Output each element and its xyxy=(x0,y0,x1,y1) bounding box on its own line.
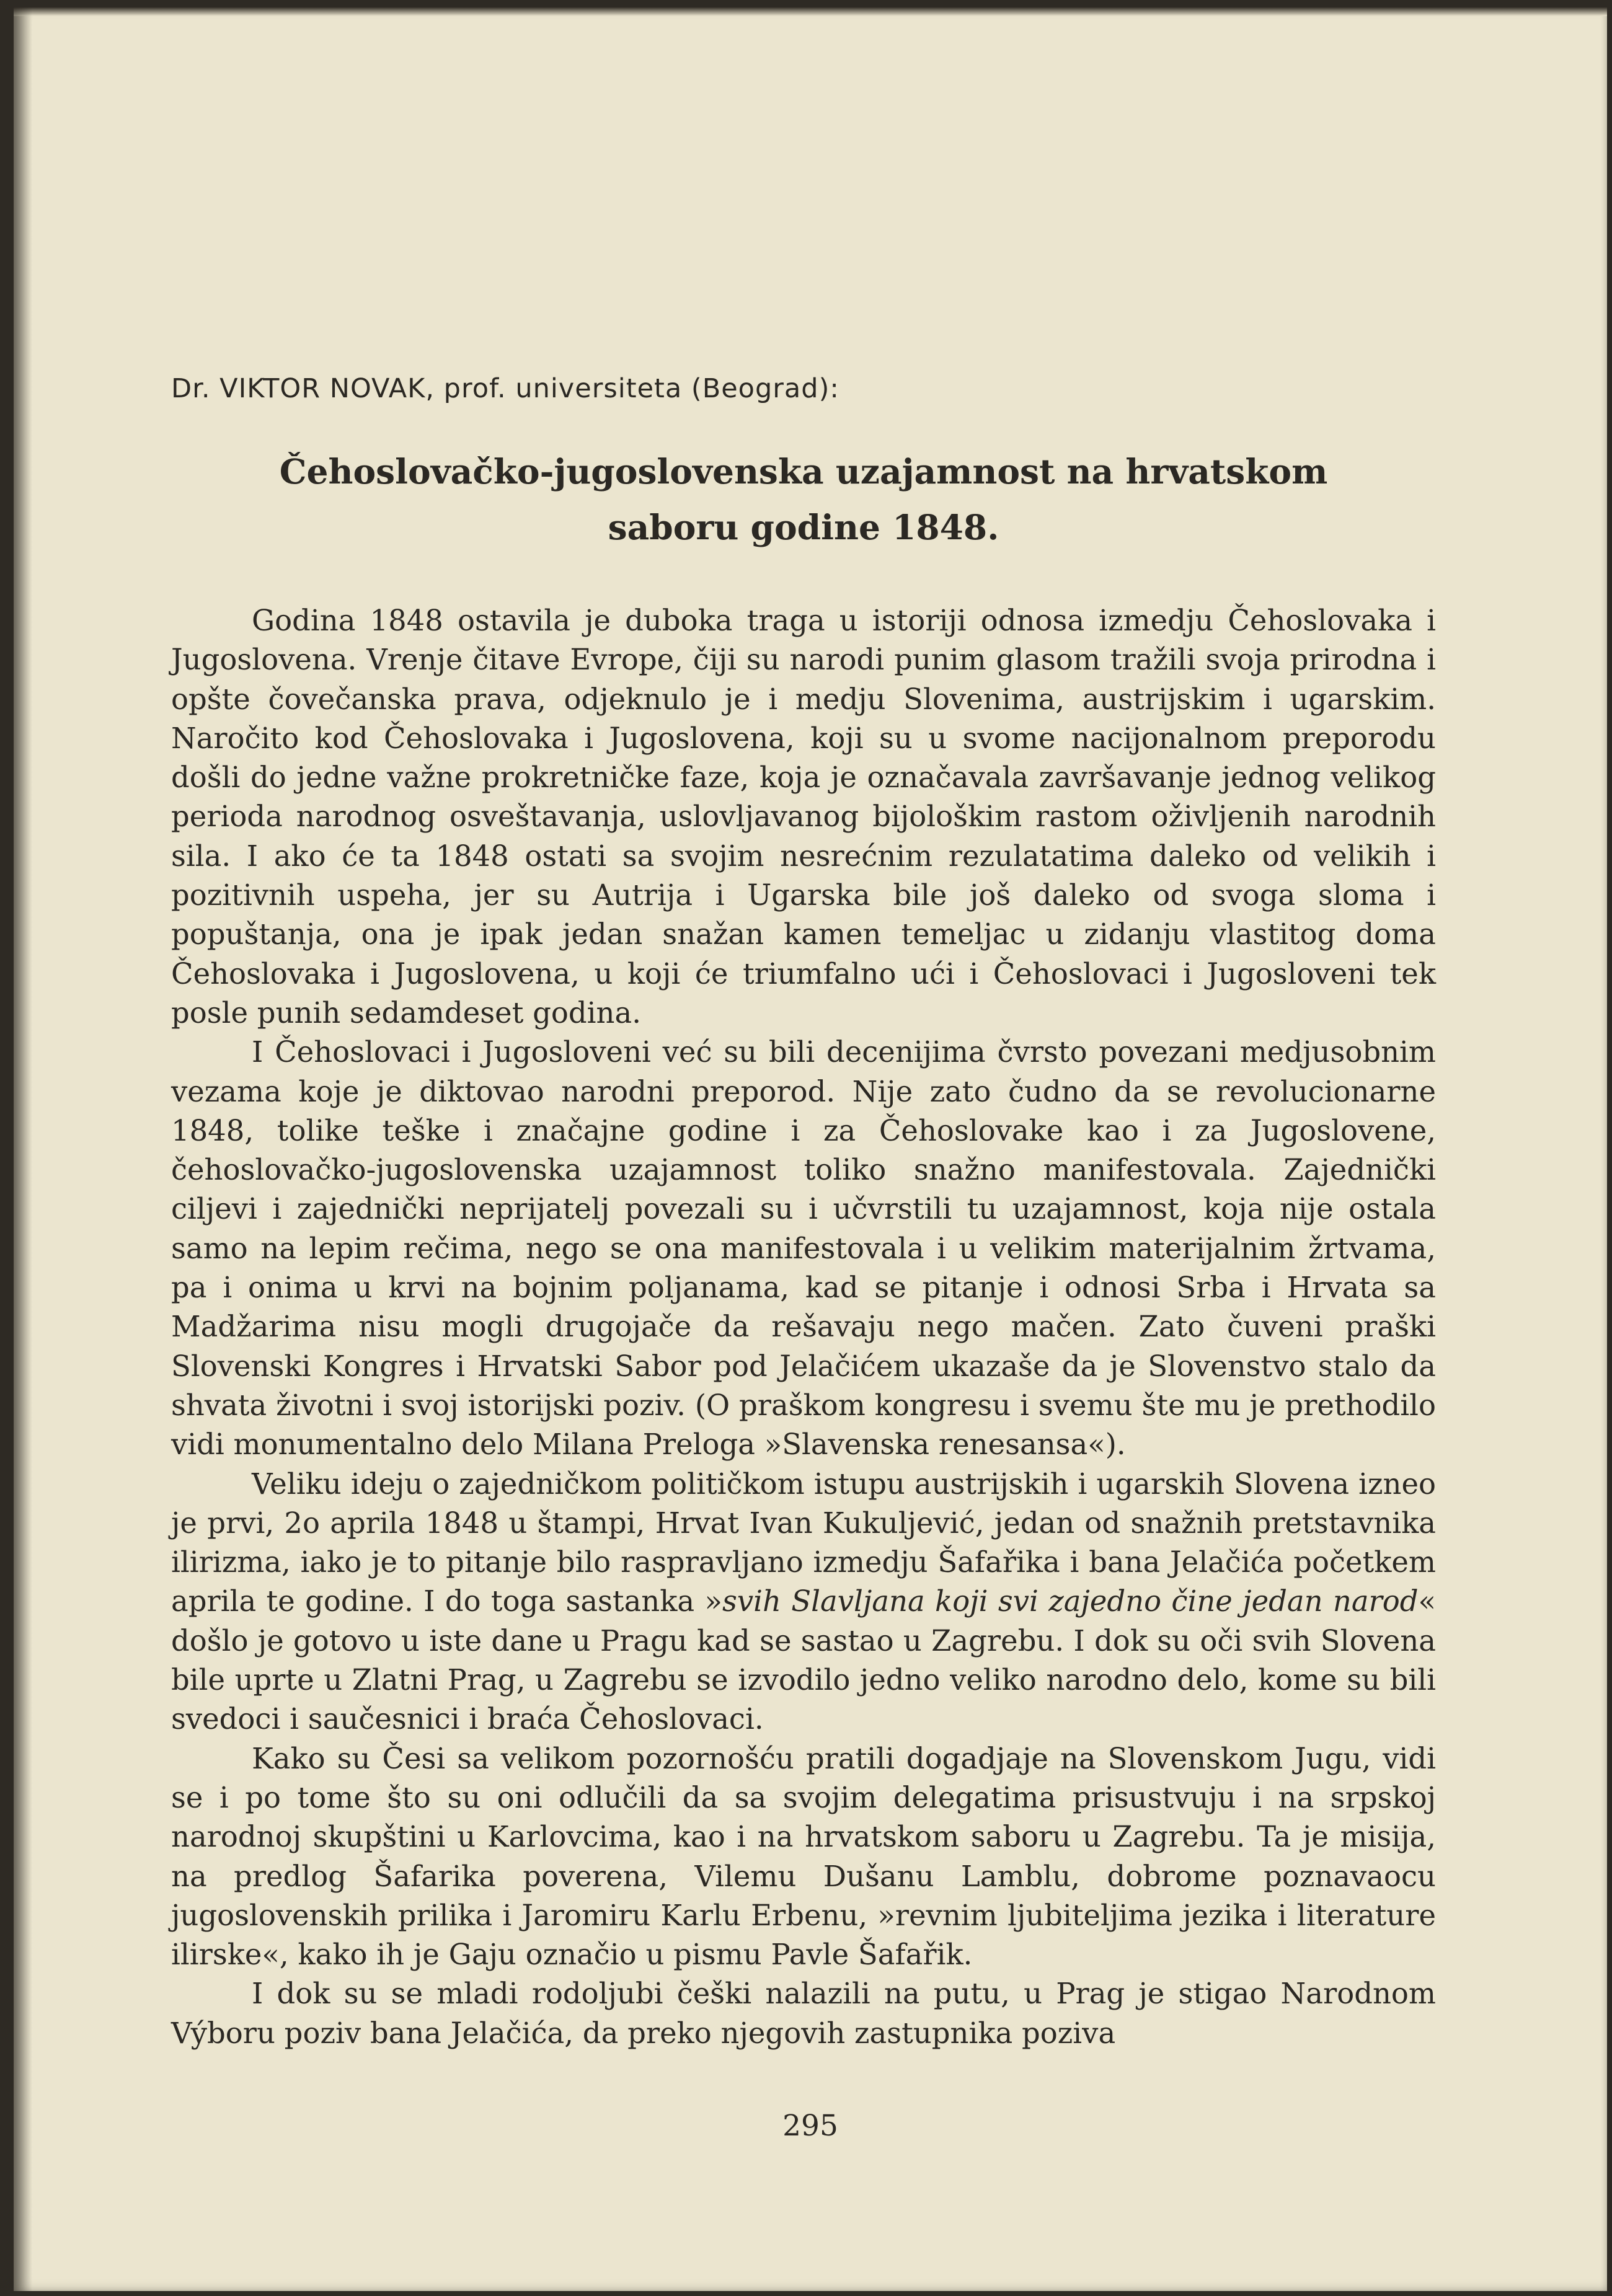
binding-shadow xyxy=(14,7,32,2291)
paragraph-3-text-start: Veliku ideju o zajedničkom političkom istupu austrijskih i ugarskih Slovena izneo je prvi, 2o aprila 1848 u štampi, Hrvat Ivan Kukuljević, jedan od snažnih pretstavnika ilirizma, iako je to pitanje bilo raspravljano izmedju Šafařika i bana Jelačića početkem aprila te godine. I do toga sastanka » xyxy=(171,1467,1436,1618)
article-title-line-1: Čehoslovačko-jugoslovenska uzajamnost na hrvatskom xyxy=(279,451,1328,492)
paragraph-2: I Čehoslovaci i Jugosloveni već su bili decenijima čvrsto povezani medjusobnim vezama koje je diktovao narodni preporod. Nije zato čudno da se revolucionarne 1848, tolike teške i značajne godine i za Čehoslovake kao i za Jugoslovene, čehoslovačko-jugoslovenska uzajamnost toliko snažno manifestovala. Zajednički ciljevi i zajednički neprijatelj povezali su i učvrstili tu uzajamnost, koja nije ostala samo na lepim rečima, nego se ona manifestovala i u velikim materijalnim žrtvama, pa i onima u krvi na bojnim poljanama, kad se pitanje i odnosi Srba i Hrvata sa Madžarima nisu mogli drugojače da rešavaju nego mačen. Zato čuveni praški Slovenski Kongres i Hrvatski Sabor pod Jelačićem ukazaše da je Slovenstvo stalo da shvata životni i svoj istorijski poziv. (O praškom kongresu i svemu šte mu je prethodilo vidi monumentalno delo Milana Preloga »Slavenska renesansa«). xyxy=(171,1035,1436,1462)
article-body xyxy=(171,601,1436,2053)
paragraph-5: I dok su se mladi rodoljubi češki nalazili na putu, u Prag je stigao Narodnom Výboru poziv bana Jelačića, da preko njegovih zastupnika poziva xyxy=(171,1977,1436,2050)
article-title xyxy=(171,444,1436,555)
paragraph-3-italic-quote: svih Slavljana koji svi zajedno čine jedan narod xyxy=(722,1584,1419,1618)
paragraph-1: Godina 1848 ostavila je duboka traga u istoriji odnosa izmedju Čehoslovaka i Jugoslovena. Vrenje čitave Evrope, čiji su narodi punim glasom tražili svoja prirodna i opšte čovečanska prava, odjeknulo je i medju Slovenima, austrijskim i ugarskim. Naročito kod Čehoslovaka i Jugoslovena, koji su u svome nacijonalnom preporodu došli do jedne važne prokretničke faze, koja je označavala završavanje jednog velikog perioda narodnog osveštavanja, uslovljavanog bijološkim rastom oživljenih narodnih sila. I ako će ta 1848 ostati sa svojim nesrećnim rezulatatima daleko od velikih i pozitivnih uspeha, jer su Autrija i Ugarska bile još daleko od svoga sloma i popuštanja, ona je ipak jedan snažan kamen temeljac u zidanju vlastitog doma Čehoslovaka i Jugoslovena, u koji će triumfalno ući i Čehoslovaci i Jugosloveni tek posle punih sedamdeset godina. xyxy=(171,604,1436,1030)
page-number: 295 xyxy=(782,2109,838,2143)
scanned-page xyxy=(14,7,1607,2291)
paragraph-3 xyxy=(171,1465,1436,1739)
article xyxy=(171,373,1436,2053)
page-top-edge xyxy=(14,7,1607,16)
author-byline: Dr. VIKTOR NOVAK, prof. universiteta (Beograd): xyxy=(171,373,839,404)
paragraph-3-text-end: « došlo je gotovo u iste dane u Pragu kad se sastao u Zagrebu. I dok su oči svih Slovena bile uprte u Zlatni Prag, u Zagrebu se izvodilo jedno veliko narodno delo, kome su bili svedoci i saučesnici i braća Čehoslovaci. xyxy=(171,1584,1436,1736)
paragraph-4: Kako su Česi sa velikom pozornošću pratili dogadjaje na Slovenskom Jugu, vidi se i po tome što su oni odlučili da sa svojim delegatima prisustvuju i na srpskoj narodnoj skupštini u Karlovcima, kao i na hrvatskom saboru u Zagrebu. Ta je misija, na predlog Šafarika poverena, Vilemu Dušanu Lamblu, dobrome poznavaocu jugoslovenskih prilika i Jaromiru Karlu Erbenu, »revnim ljubiteljima jezika i literature ilirske«, kako ih je Gaju označio u pismu Pavle Šafařik. xyxy=(171,1741,1436,1972)
article-title-line-2: saboru godine 1848. xyxy=(608,507,999,547)
